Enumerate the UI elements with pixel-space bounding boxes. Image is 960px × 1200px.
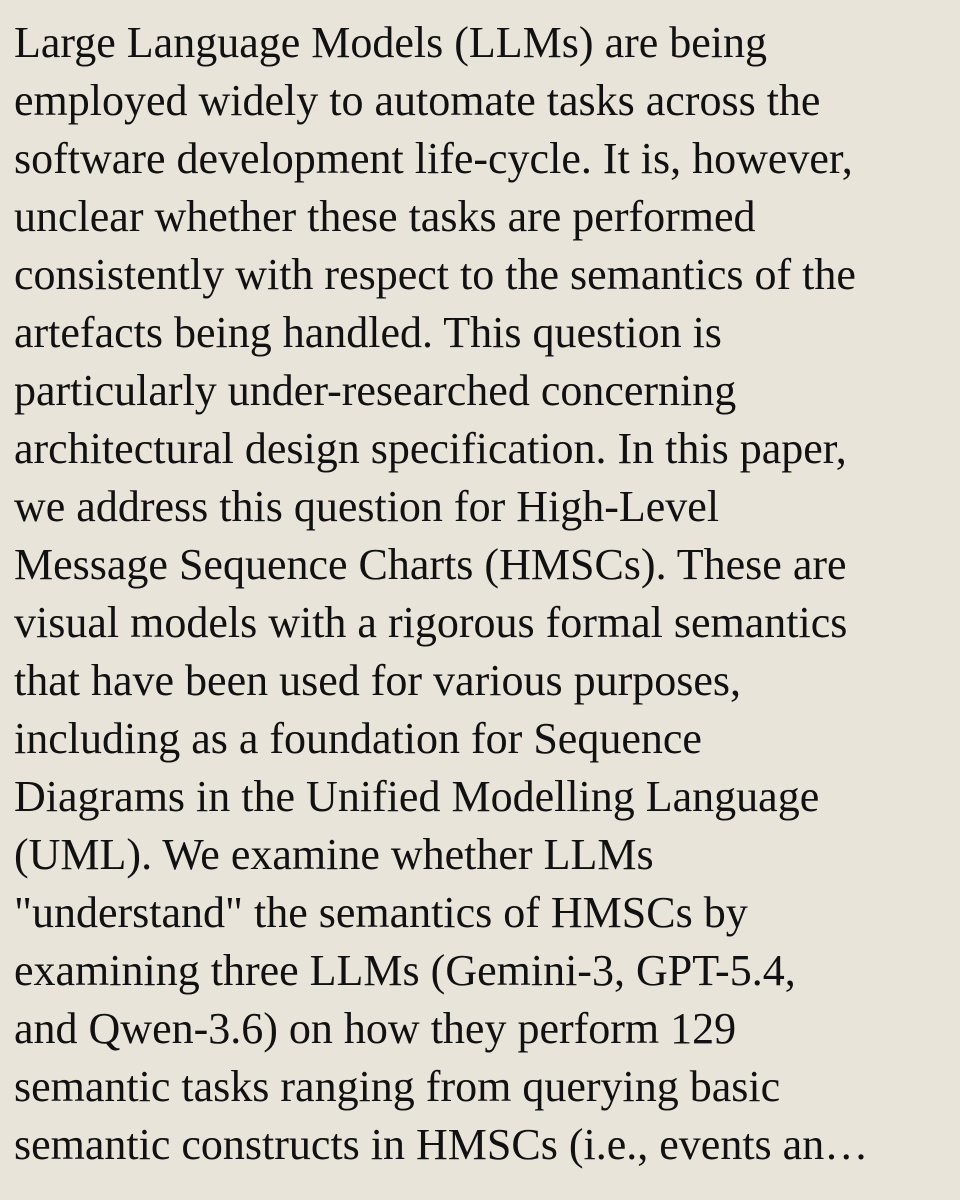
text-line-18: and Qwen-3.6) on how they perform 129: [14, 1004, 737, 1053]
text-line-5: consistently with respect to the semantics of the: [14, 250, 856, 299]
text-line-15: (UML). We examine whether LLMs: [14, 830, 654, 879]
text-line-2: employed widely to automate tasks across the: [14, 76, 821, 125]
text-line-8: architectural design specification. In this paper,: [14, 424, 847, 473]
text-line-14: Diagrams in the Unified Modelling Language: [14, 772, 820, 821]
text-line-16: "understand" the semantics of HMSCs by: [14, 888, 748, 937]
text-line-13: including as a foundation for Sequence: [14, 714, 702, 763]
text-line-4: unclear whether these tasks are performed: [14, 192, 756, 241]
text-line-10: Message Sequence Charts (HMSCs). These are: [14, 540, 847, 589]
text-line-12: that have been used for various purposes,: [14, 656, 742, 705]
text-line-11: visual models with a rigorous formal semantics: [14, 598, 848, 647]
text-line-19: semantic tasks ranging from querying basic: [14, 1062, 781, 1111]
text-line-3: software development life-cycle. It is, however,: [14, 134, 853, 183]
text-line-6: artefacts being handled. This question is: [14, 308, 722, 357]
text-line-17: examining three LLMs (Gemini-3, GPT-5.4,: [14, 946, 796, 995]
text-line-20: semantic constructs in HMSCs (i.e., events an…: [14, 1120, 869, 1169]
abstract-text: [14, 14, 950, 1174]
text-line-9: we address this question for High-Level: [14, 482, 720, 531]
text-line-1: Large Language Models (LLMs) are being: [14, 18, 768, 67]
text-line-7: particularly under-researched concerning: [14, 366, 737, 415]
